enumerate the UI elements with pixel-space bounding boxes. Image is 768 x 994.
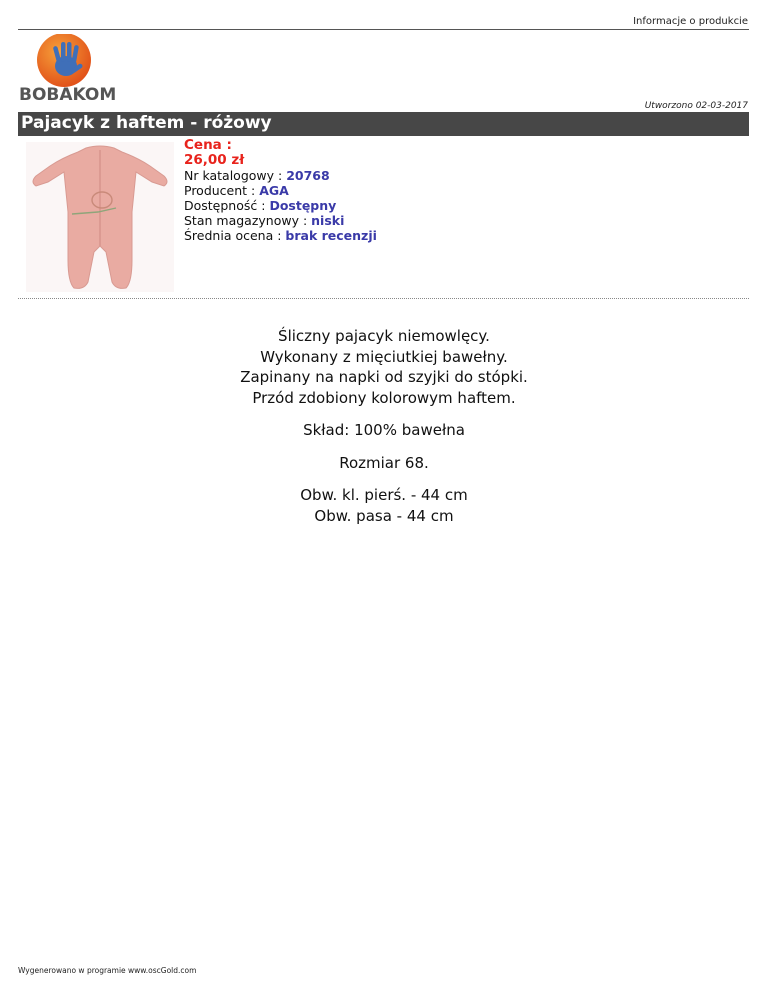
producer-row: [184, 183, 377, 198]
document-header: Informacje o produkcie: [633, 16, 748, 27]
detail-value: Dostępny: [269, 198, 337, 213]
price-label: Cena :: [184, 137, 232, 153]
detail-value: niski: [311, 213, 345, 228]
description-line: Zapinany na napki od szyjki do stópki.: [240, 368, 528, 386]
detail-label: Producent :: [184, 183, 260, 198]
generator-footer: Wygenerowano w programie www.oscGold.com: [18, 966, 197, 975]
stock-row: [184, 213, 377, 228]
detail-label: Stan magazynowy :: [184, 213, 312, 228]
composition-line: Skład: 100% bawełna: [303, 421, 465, 439]
detail-value: 20768: [286, 168, 330, 183]
detail-value: AGA: [259, 183, 289, 198]
description-line: Śliczny pajacyk niemowlęcy.: [278, 327, 490, 345]
chest-line: Obw. kl. pierś. - 44 cm: [300, 486, 468, 504]
detail-label: Średnia ocena :: [184, 228, 286, 243]
product-title: Pajacyk z haftem - różowy: [21, 113, 272, 133]
product-description: [0, 326, 768, 526]
detail-label: Dostępność :: [184, 198, 270, 213]
price-value: 26,00 zł: [184, 152, 245, 168]
dotted-separator: [18, 298, 749, 299]
size-line: Rozmiar 68.: [339, 453, 429, 472]
product-info: [184, 138, 377, 243]
logo-text: BOBAKOM: [19, 85, 117, 104]
catalog-number-row: [184, 168, 377, 183]
detail-label: Nr katalogowy :: [184, 168, 287, 183]
product-image: [26, 142, 174, 292]
availability-row: [184, 198, 377, 213]
waist-line: Obw. pasa - 44 cm: [314, 506, 454, 525]
description-line: Wykonany z mięciutkiej bawełny.: [260, 347, 508, 366]
rating-row: [184, 228, 377, 243]
detail-value: brak recenzji: [285, 228, 377, 243]
created-date: Utworzono 02-03-2017: [644, 101, 748, 111]
description-line: Przód zdobiony kolorowym haftem.: [252, 388, 516, 407]
product-title-bar: [18, 112, 749, 136]
header-divider: [18, 29, 749, 30]
bobakom-logo: [18, 34, 118, 104]
